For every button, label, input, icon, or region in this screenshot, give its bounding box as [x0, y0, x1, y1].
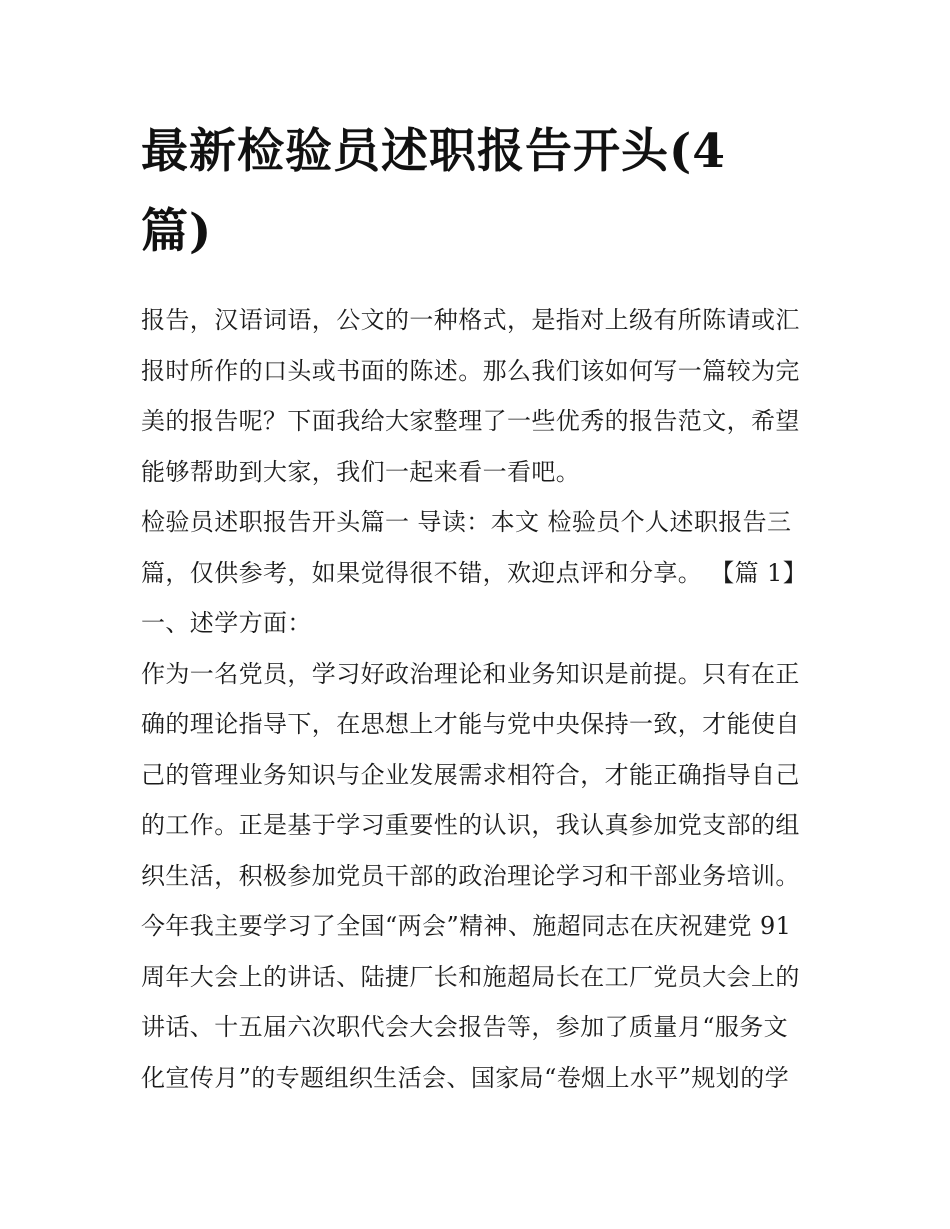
section-heading — [141, 598, 813, 649]
text-line: 化宣传月”的专题组织生活会、国家局“卷烟上水平”规划的学 — [141, 1063, 790, 1092]
body-paragraph — [141, 649, 813, 1104]
text-line: 确的理论指导下，在思想上才能与党中央保持一致，才能使自 — [141, 710, 800, 738]
document-title — [141, 112, 813, 272]
text-line: 报告，汉语词语，公文的一种格式，是指对上级有所陈请或汇 — [141, 306, 800, 334]
title-line-2: 篇) — [141, 204, 213, 259]
text-line: 己的管理业务知识与企业发展需求相符合，才能正确指导自己 — [141, 760, 800, 789]
text-line: 美的报告呢？下面我给大家整理了一些优秀的报告范文，希望 — [141, 407, 800, 435]
text-line: 周年大会上的讲话、陆捷厂长和施超局长在工厂党员大会上的 — [141, 962, 800, 991]
text-line: 报时所作的口头或书面的陈述。那么我们该如何写一篇较为完 — [141, 356, 800, 385]
text-line: 织生活，积极参加党员干部的政治理论学习和干部业务培训。 — [141, 861, 800, 890]
title-line-1: 最新检验员述职报告开头(4 — [141, 124, 726, 179]
document-page — [141, 112, 813, 1103]
intro-paragraph — [141, 295, 813, 497]
text-line: 能够帮助到大家，我们一起来看一看吧。 — [141, 457, 581, 486]
text-line: 作为一名党员，学习好政治理论和业务知识是前提。只有在正 — [141, 659, 800, 688]
text-line: 讲话、十五届六次职代会大会报告等，参加了质量月“服务文 — [141, 1013, 789, 1041]
text-line: 篇，仅供参考，如果觉得很不错，欢迎点评和分享。 【篇 1】 — [141, 558, 808, 587]
text-line: 今年我主要学习了全国“两会”精神、施超同志在庆祝建党 91 — [141, 912, 792, 940]
text-line: 一、述学方面： — [141, 609, 312, 637]
section-intro-paragraph — [141, 497, 813, 598]
document-body — [141, 295, 813, 1103]
text-line: 的工作。正是基于学习重要性的认识，我认真参加党支部的组 — [141, 811, 800, 839]
text-line: 检验员述职报告开头篇一 导读：本文 检验员个人述职报告三 — [141, 508, 792, 536]
